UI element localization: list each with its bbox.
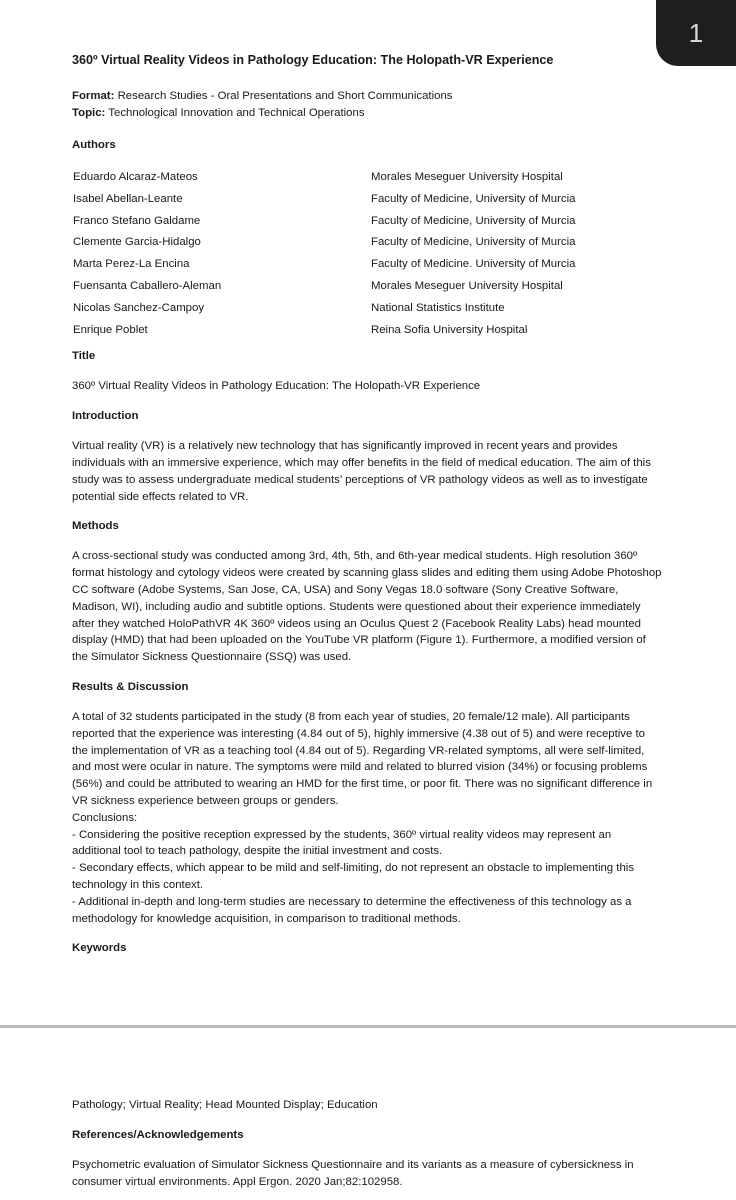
introduction-text: Virtual reality (VR) is a relatively new technology that has significantly improved in recent years and provides individuals with an immersive experience, which may offer benefits in the field of medical education. The aim of this study was to assess undergraduate medical students’ perceptions of VR pathology videos as well as to investigate potential side effects related to VR. [72, 440, 651, 503]
format-line [72, 88, 662, 105]
methods-text: A cross-sectional study was conducted among 3rd, 4th, 5th, and 6th-year medical students. High resolution 360º format histology and cytology videos were created by scanning glass slides and editing them using Adobe Photoshop CC software (Adobe Systems, San Jose, CA, USA) and Sony Vegas 18.0 software (Sony Creative Software, Madison, WI), including audio and subtitle options. Students were questioned about their experience immediately after they watched HoloPathVR 4K 360º videos using an Oculus Quest 2 (Facebook Reality Labs) head mounted display (HMD) that had been uploaded on the YouTube VR platform (Figure 1). Furthermore, a modified version of the Simulator Sickness Questionnaire (SSQ) was used. [72, 550, 662, 664]
author-affiliation: Faculty of Medicine, University of Murcia [371, 236, 576, 249]
author-name: Eduardo Alcaraz-Mateos [73, 171, 198, 183]
author-affiliation: Faculty of Medicine. University of Murcia [371, 258, 576, 271]
author-row [72, 191, 662, 213]
results-heading: Results & Discussion [72, 680, 189, 693]
conclusions-label: Conclusions: [72, 811, 138, 824]
author-name: Nicolas Sanchez-Campoy [73, 301, 205, 314]
format-label: Format: [72, 90, 115, 102]
topic-label: Topic: [72, 107, 106, 119]
format-value: Research Studies - Oral Presentations and Short Communications [117, 90, 453, 102]
topic-line [72, 105, 662, 122]
author-name: Clemente Garcia-Hidalgo [73, 236, 201, 249]
page-number-badge: 1 [656, 0, 736, 66]
author-name: Enrique Poblet [73, 323, 148, 336]
author-name: Franco Stefano Galdame [73, 214, 201, 227]
continued-content [72, 1097, 662, 1190]
author-name: Isabel Abellan-Leante [73, 192, 183, 205]
authors-table [72, 169, 662, 343]
document-body [72, 52, 662, 956]
references-heading: References/Acknowledgements [72, 1128, 244, 1141]
author-affiliation: Faculty of Medicine, University of Murcia [371, 214, 576, 227]
page-divider [0, 1025, 736, 1028]
results-text: A total of 32 students participated in the study (8 from each year of studies, 20 female/12 male). All participants reported that the experience was interesting (4.84 out of 5), highly immersive (4.38 out of 5) and were receptive to the implementation of VR as a teaching tool (4.84 out of 5). Regarding VR-related symptoms, all were self-limited, and most were ocular in nature. The symptoms were mild and related to blurred vision (34%) or focusing problems (56%) and could be attributed to wearing an HMD for the first time, or poor fit. There was no significant difference in VR sickness experience between groups or genders. [72, 710, 653, 807]
conclusion-item: - Additional in-depth and long-term studies are necessary to determine the effectiveness of this technology as a methodology for knowledge acquisition, in comparison to traditional methods. [72, 895, 632, 925]
author-row [72, 300, 662, 322]
author-affiliation: Morales Meseguer University Hospital [371, 171, 563, 183]
title-heading: Title [72, 350, 96, 363]
author-row [72, 169, 662, 191]
conclusion-item: - Secondary effects, which appear to be mild and self-limiting, do not represent an obstacle to implementing this technology in this context. [72, 862, 635, 891]
author-affiliation: Morales Meseguer University Hospital [371, 279, 563, 292]
author-row [72, 322, 662, 344]
author-affiliation: National Statistics Institute [371, 301, 505, 314]
author-affiliation: Faculty of Medicine, University of Murcia [371, 192, 576, 205]
references-text: Psychometric evaluation of Simulator Sickness Questionnaire and its variants as a measure of cybersickness in consumer virtual environments. Appl Ergon. 2020 Jan;82:102958. [72, 1158, 634, 1188]
author-row [72, 234, 662, 256]
author-row [72, 278, 662, 300]
conclusion-item: - Considering the positive reception expressed by the students, 360º virtual reality videos may represent an additional tool to teach pathology, despite the initial investment and costs. [72, 828, 612, 858]
document-title: 360º Virtual Reality Videos in Pathology Education: The Holopath-VR Experience [72, 53, 554, 67]
title-text: 360º Virtual Reality Videos in Pathology Education: The Holopath-VR Experience [72, 380, 481, 393]
topic-value: Technological Innovation and Technical Operations [108, 107, 365, 119]
authors-heading: Authors [72, 139, 116, 151]
author-affiliation: Reina Sofia University Hospital [371, 323, 528, 336]
author-row [72, 256, 662, 278]
keywords-text: Pathology; Virtual Reality; Head Mounted Display; Education [72, 1099, 378, 1111]
author-name: Fuensanta Caballero-Aleman [73, 279, 222, 292]
introduction-heading: Introduction [72, 410, 139, 423]
keywords-heading: Keywords [72, 942, 127, 955]
author-row [72, 213, 662, 235]
author-name: Marta Perez-La Encina [73, 258, 190, 271]
methods-heading: Methods [72, 520, 119, 533]
